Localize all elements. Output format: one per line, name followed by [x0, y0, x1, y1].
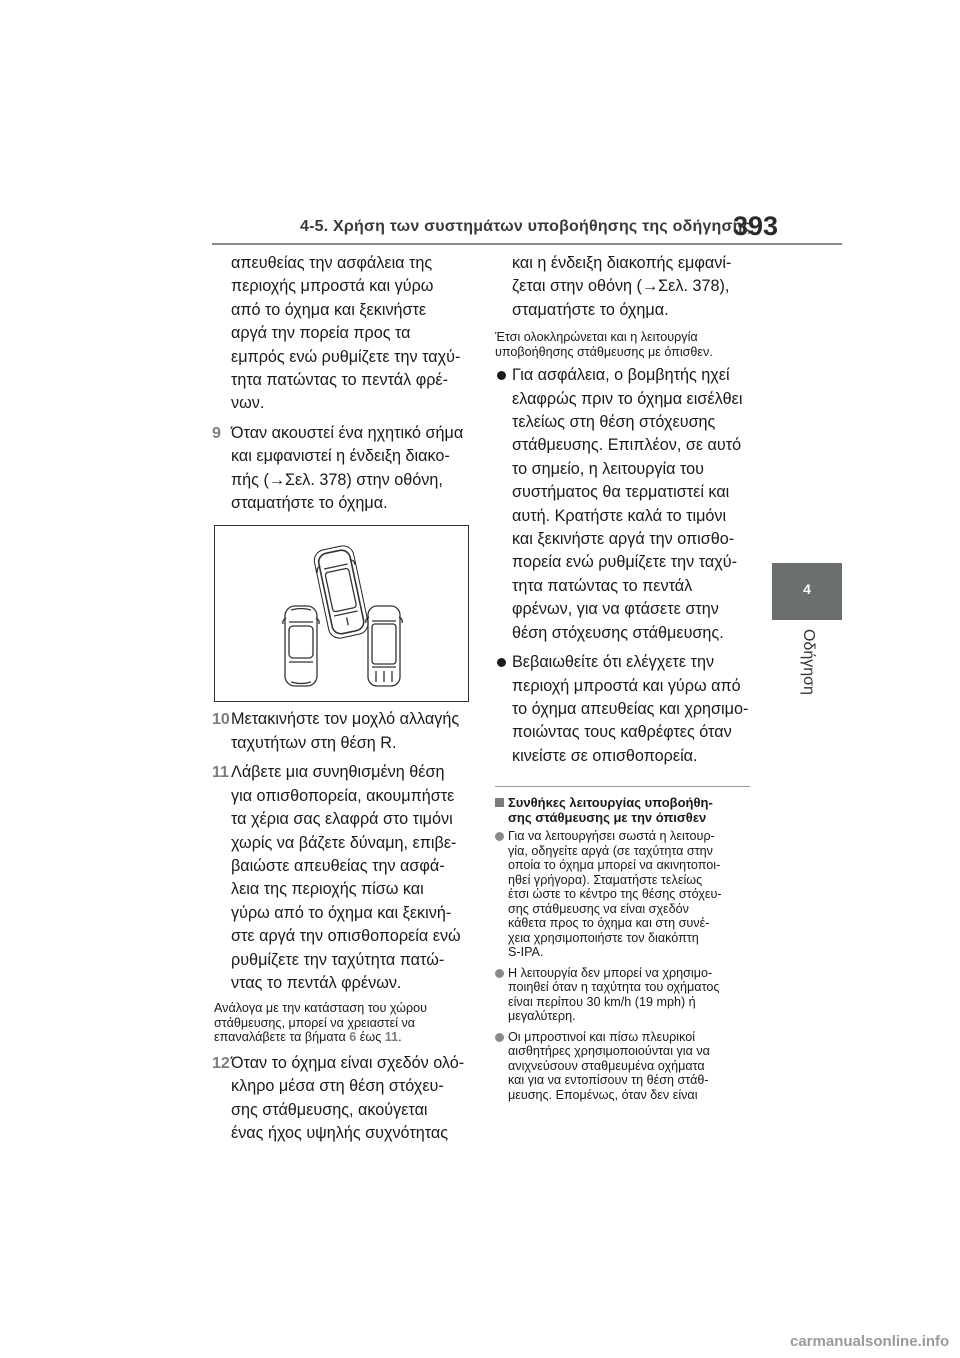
chapter-number: 4	[803, 581, 811, 597]
text-line: Για ασφάλεια, ο βομβητής ηχεί	[512, 366, 730, 385]
text-line: περιοχή μπροστά και γύρω από	[512, 676, 741, 695]
text-line: ηθεί γρήγορα). Σταματήστε τελείως	[508, 872, 703, 887]
note-line: Έτσι ολοκληρώνεται και η λειτουργία	[495, 330, 698, 345]
text-line: λεια της περιοχής πίσω και	[231, 880, 424, 899]
bullet-icon	[495, 832, 504, 841]
continued-paragraph	[495, 252, 750, 322]
step-number: 9	[212, 424, 221, 442]
text-line: οποία το όχημα μπορεί να ακινητοποι-	[508, 858, 721, 873]
step-number: 12	[212, 1054, 230, 1072]
note-line: υποβοήθησης στάθμευσης με όπισθεν.	[495, 344, 713, 359]
text-line: γύρω από το όχημα και ξεκινή-	[231, 903, 452, 922]
repeat-note	[214, 1001, 472, 1045]
section-divider	[495, 786, 750, 787]
text-line: έτσι ώστε το κέντρο της θέσης στόχευ-	[508, 887, 722, 902]
text-line: κάθετα προς το όχημα και στη συνέ-	[508, 916, 710, 931]
text-line: είναι περίπου 30 km/h (19 mph) ή	[508, 994, 696, 1009]
text-line: και για να εντοπίσουν τη θέση στάθ-	[508, 1073, 709, 1088]
text-line: Οι μπροστινοί και πίσω πλευρικοί	[508, 1029, 696, 1044]
heading-line: σης στάθμευσης με την όπισθεν	[508, 810, 707, 826]
text-line: φρένων, για να φτάσετε στην	[512, 600, 719, 619]
step-ref-to: 11	[384, 1030, 399, 1045]
text-line: σταματήστε το όχημα.	[231, 494, 388, 513]
text-line: χεια χρησιμοποιήστε τον διακόπτη	[508, 930, 699, 945]
text-line: ανιχνεύσουν σταθμευμένα οχήματα	[508, 1058, 705, 1073]
step-9	[214, 422, 472, 516]
text-line: αισθητήρες χρησιμοποιούνται για να	[508, 1044, 710, 1059]
reversing-car	[312, 544, 370, 640]
parked-car-left	[283, 606, 319, 686]
parked-car-right	[366, 606, 402, 686]
bullet-icon	[497, 658, 506, 667]
text-line: ρυθμίζετε την ταχύτητα πατώ-	[231, 950, 445, 969]
text-line: ντας το πεντάλ φρένων.	[231, 973, 402, 992]
header-rule	[212, 243, 842, 245]
text-line: σης στάθμευσης, ακούγεται	[231, 1100, 428, 1119]
text-line: Για να λειτουργήσει σωστά η λειτουρ-	[508, 829, 715, 844]
text-line: κινείστε σε οπισθοπορεία.	[512, 746, 698, 765]
text-line: σης στάθμευσης να είναι σχεδόν	[508, 901, 689, 916]
text-line: πορεία ενώ ρυθμίζετε την ταχύ-	[512, 553, 737, 572]
step-ref-from: 6	[349, 1030, 357, 1045]
parking-illustration	[214, 525, 469, 702]
heading-line: Συνθήκες λειτουργίας υποβοήθη-	[508, 795, 713, 811]
text-line: και η ένδειξη διακοπής εμφανί-	[512, 254, 732, 272]
bullet-icon	[495, 969, 504, 978]
text-line: τα χέρια σας ελαφρά στο τιμόνι	[231, 810, 453, 829]
text-line: μεγαλύτερη.	[508, 1009, 576, 1024]
chapter-tab[interactable]	[772, 563, 842, 620]
text-line: Όταν το όχημα είναι σχεδόν ολό-	[231, 1053, 465, 1072]
text-line: ποιώντας τους καθρέφτες όταν	[512, 723, 732, 742]
note-text: έως	[356, 1030, 385, 1045]
text-line: ποιηθεί όταν η ταχύτητα του οχήματος	[508, 980, 720, 995]
text-line: γία, οδηγείτε αργά (σε ταχύτητα στην	[508, 843, 713, 858]
right-column	[495, 252, 750, 1102]
watermark: carmanualsonline.info	[790, 1333, 950, 1350]
text-line: S-IPA.	[508, 945, 544, 960]
text-line: συστήματος θα τερματιστεί και	[512, 483, 730, 502]
text-line: αργά την πορεία προς τα	[231, 324, 411, 343]
text-line: ελαφρώς πριν το όχημα εισέλθει	[512, 389, 743, 408]
parking-diagram	[215, 526, 468, 701]
step-number: 10	[212, 711, 230, 729]
text-line: ταχυτήτων στη θέση R.	[231, 733, 397, 752]
text-line: κληρο μέσα στη θέση στόχευ-	[231, 1077, 444, 1096]
step-number: 11	[212, 764, 229, 782]
intro-paragraph	[214, 252, 472, 416]
chapter-label-text: Οδήγηση	[800, 629, 817, 695]
text-line: Όταν ακουστεί ένα ηχητικό σήμα	[231, 423, 464, 442]
bullet-icon	[495, 1033, 504, 1042]
bullet-icon	[497, 371, 506, 380]
text-line: για οπισθοπορεία, ακουμπήστε	[231, 786, 455, 805]
text-line: περιοχής μπροστά και γύρω	[231, 277, 434, 296]
text-line: τητα πατώντας το πεντάλ	[512, 576, 693, 595]
text-line: και εμφανιστεί η ένδειξη διακο-	[231, 447, 450, 466]
text-line: θέση στόχευσης στάθμευσης.	[512, 623, 724, 642]
text-line: και ξεκινήστε αργά την οπισθο-	[512, 530, 735, 549]
text-line: στάθμευσης. Επιπλέον, σε αυτό	[512, 436, 742, 455]
bullet-check-mirrors	[495, 651, 750, 768]
note-text: επαναλάβετε τα βήματα	[214, 1030, 350, 1045]
chapter-label	[784, 625, 832, 705]
page-number: 393	[733, 211, 779, 241]
text-line: απευθείας την ασφάλεια της	[231, 254, 433, 272]
text-line: από το όχημα και ξεκινήστε	[231, 300, 427, 319]
condition-sensors	[495, 1030, 750, 1103]
completion-note	[495, 330, 750, 359]
text-line: Λάβετε μια συνηθισμένη θέση	[231, 763, 445, 782]
section-heading	[495, 795, 750, 825]
text-line: στε αργά την οπισθοπορεία ενώ	[231, 927, 461, 946]
text-line: Βεβαιωθείτε ότι ελέγχετε την	[512, 653, 715, 672]
text-line: πής (→Σελ. 378) στην οθόνη,	[231, 470, 443, 489]
step-12	[214, 1052, 472, 1146]
text-line: χωρίς να βάζετε δύναμη, επιβε-	[231, 833, 457, 852]
condition-speed-slow	[495, 829, 750, 960]
left-column	[214, 252, 472, 1145]
text-line: το όχημα απευθείας και χρησιμο-	[512, 699, 749, 718]
note-line	[214, 1030, 472, 1045]
text-line: Η λειτουργία δεν μπορεί να χρησιμο-	[508, 965, 713, 980]
header-title: 4-5. Χρήση των συστημάτων υποβοήθησης της οδήγησης	[300, 218, 752, 235]
note-line: Ανάλογα με την κατάσταση του χώρου	[214, 1001, 428, 1016]
condition-speed-limit	[495, 966, 750, 1024]
note-line: στάθμευσης, μπορεί να χρειαστεί να	[214, 1015, 416, 1030]
step-10	[214, 708, 472, 755]
note-text: .	[398, 1030, 402, 1045]
text-line: νων.	[231, 394, 265, 413]
step-11	[214, 761, 472, 995]
text-line: το σημείο, η λειτουργία του	[512, 459, 704, 478]
text-line: μευσης. Επομένως, όταν δεν είναι	[508, 1087, 698, 1102]
text-line: τελείως στη θέση στόχευσης	[512, 413, 716, 432]
text-line: τητα πατώντας το πεντάλ φρέ-	[231, 371, 449, 390]
text-line: εμπρός ενώ ρυθμίζετε την ταχύ-	[231, 347, 461, 366]
square-bullet-icon	[495, 798, 504, 807]
text-line: ζεται στην οθόνη (→Σελ. 378),	[512, 277, 730, 296]
text-line: σταματήστε το όχημα.	[512, 300, 669, 319]
text-line: ένας ήχος υψηλής συχνότητας	[231, 1124, 449, 1143]
bullet-safety-buzzer	[495, 364, 750, 645]
text-line: αυτή. Κρατήστε καλά το τιμόνι	[512, 506, 727, 525]
text-line: Μετακινήστε τον μοχλό αλλαγής	[231, 710, 460, 729]
text-line: βαιώστε απευθείας την ασφά-	[231, 856, 445, 875]
